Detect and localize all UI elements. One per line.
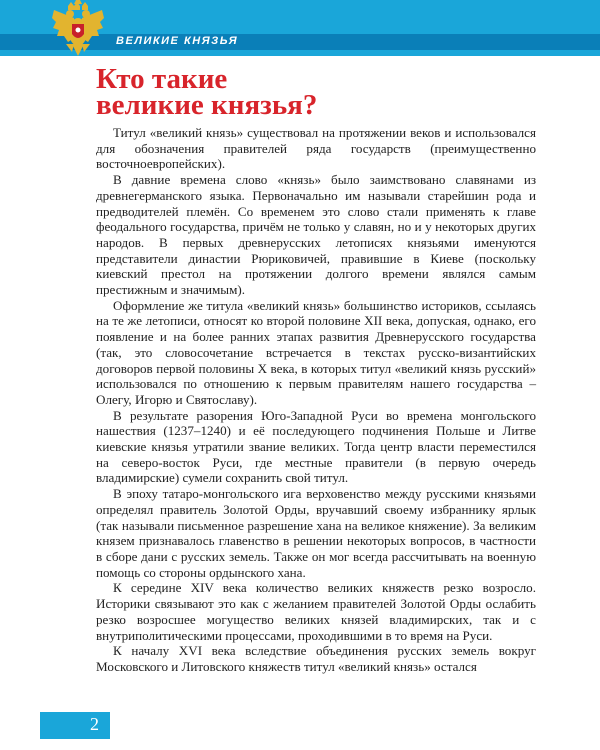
article-body bbox=[96, 125, 536, 675]
paragraph: Титул «великий князь» существовал на протяжении веков и использовался для обозначения правителей ряда государств (преимущественно восточноевропейских). bbox=[96, 125, 536, 172]
coat-of-arms-icon bbox=[50, 0, 106, 58]
page-number: 2 bbox=[90, 714, 99, 734]
title-line-2: великие князья? bbox=[96, 89, 318, 121]
paragraph: В результате разорения Юго-Западной Руси во времена монгольского нашествия (1237–1240) и её последующего подчинения Польше и Литве киевские князья утратили звание великих. Тогда центр власти переместился на северо-восток Руси, где местные правители (в первую очередь владимирские) сумели сохранить свой титул. bbox=[96, 407, 536, 486]
section-label: ВЕЛИКИЕ КНЯЗЬЯ bbox=[116, 35, 239, 47]
page-title bbox=[96, 63, 536, 121]
paragraph: К началу XVI века вследствие объединения русских земель вокруг Московского и Литовского княжеств титул «великий князь» остался bbox=[96, 643, 536, 674]
title-line-1: Кто такие bbox=[96, 63, 228, 95]
paragraph: К середине XIV века количество великих княжеств резко возросло. Историки связывают это как с желанием правителей Золотой Орды ослабить резко возросшее могущество великих князей владимирских, так и с внутриполитическими процессами, проходившими в то время на Руси. bbox=[96, 580, 536, 643]
paragraph: Оформление же титула «великий князь» большинство историков, ссылаясь на те же летописи, относят ко второй половине XII века, допуская, однако, его появление и на более ранних этапах развития Древнерусского государства (так, это словосочетание встречается в текстах русско-византийских договоров первой половины X века, в которых титул «великий князь русский» использовался по отношению к первым правителям нашего государства – Олегу, Игорю и Святославу). bbox=[96, 297, 536, 407]
paragraph: В эпоху татаро-монгольского ига верховенство между русскими князьями определял правитель Золотой Орды, вручавший своему избраннику ярлык (так называли письменное разрешение хана на великое княжение). За великим князем признавалось главенство в решении некоторых вопросов, в частности в сборе дани с русских земель. Также он мог всегда рассчитывать на военную помощь со стороны ордынского хана. bbox=[96, 486, 536, 580]
paragraph: В давние времена слово «князь» было заимствовано славянами из древнегерманского языка. Первоначально им называли старейшин рода и предводителей племён. Со временем это слово стали применять к главе феодального государства, причём не только у славян, но и у некоторых других народов. В первых древнерусских летописях князьями именуются представители династии Рюриковичей, правившие в Киеве (поскольку киевский престол на протяжении долгого времени являлся самым престижным и значимым). bbox=[96, 172, 536, 298]
page-number-tab bbox=[40, 712, 110, 739]
